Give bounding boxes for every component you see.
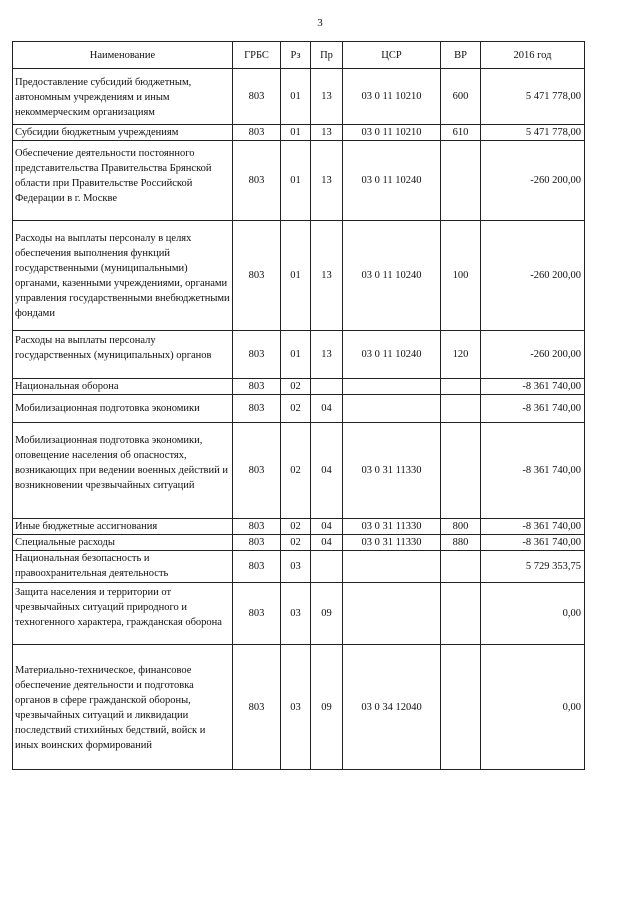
row-rz: 02 bbox=[281, 379, 311, 395]
row-amount: 5 471 778,00 bbox=[481, 69, 585, 125]
row-name: Материально-техническое, финансовое обеспечение деятельности и подготовка органов в сфере гражданской обороны, чрезвычайных ситуаций и ликвидации последствий стихийных бедствий, войск и иных воинских формирований bbox=[13, 645, 233, 770]
row-name: Мобилизационная подготовка экономики, оповещение населения об опасностях, возникающих при ведении военных действий и возникновении чрезвычайных ситуаций bbox=[13, 423, 233, 519]
row-rz: 03 bbox=[281, 645, 311, 770]
table-row bbox=[13, 423, 585, 519]
row-grbs: 803 bbox=[233, 645, 281, 770]
row-pr: 13 bbox=[311, 69, 343, 125]
row-pr: 09 bbox=[311, 583, 343, 645]
row-pr: 04 bbox=[311, 423, 343, 519]
row-grbs: 803 bbox=[233, 535, 281, 551]
header-rz: Рз bbox=[281, 42, 311, 69]
header-csr: ЦСР bbox=[343, 42, 441, 69]
row-amount: -8 361 740,00 bbox=[481, 535, 585, 551]
row-name: Расходы на выплаты персоналу в целях обеспечения выполнения функций государственными (муниципальными) органами, казенными учреждениями, органами управления государственными внебюджетными фондами bbox=[13, 221, 233, 331]
row-vr bbox=[441, 423, 481, 519]
table-row bbox=[13, 583, 585, 645]
row-csr: 03 0 11 10240 bbox=[343, 331, 441, 379]
row-vr bbox=[441, 395, 481, 423]
row-pr bbox=[311, 551, 343, 583]
row-pr: 04 bbox=[311, 519, 343, 535]
row-grbs: 803 bbox=[233, 583, 281, 645]
header-name: Наименование bbox=[13, 42, 233, 69]
page-number: 3 bbox=[317, 17, 323, 29]
row-pr bbox=[311, 379, 343, 395]
row-csr: 03 0 31 11330 bbox=[343, 535, 441, 551]
row-amount: 0,00 bbox=[481, 645, 585, 770]
row-vr: 880 bbox=[441, 535, 481, 551]
row-pr: 13 bbox=[311, 331, 343, 379]
table-row bbox=[13, 551, 585, 583]
row-pr: 04 bbox=[311, 535, 343, 551]
row-rz: 02 bbox=[281, 423, 311, 519]
header-vr: ВР bbox=[441, 42, 481, 69]
row-vr: 100 bbox=[441, 221, 481, 331]
row-amount: -8 361 740,00 bbox=[481, 519, 585, 535]
row-csr bbox=[343, 583, 441, 645]
row-csr: 03 0 11 10210 bbox=[343, 125, 441, 141]
row-name: Национальная оборона bbox=[13, 379, 233, 395]
row-grbs: 803 bbox=[233, 331, 281, 379]
row-pr: 09 bbox=[311, 645, 343, 770]
row-amount: -260 200,00 bbox=[481, 221, 585, 331]
header-2016: 2016 год bbox=[481, 42, 585, 69]
row-amount: -8 361 740,00 bbox=[481, 379, 585, 395]
header-grbs: ГРБС bbox=[233, 42, 281, 69]
budget-table bbox=[12, 41, 585, 770]
row-pr: 13 bbox=[311, 221, 343, 331]
table-row bbox=[13, 69, 585, 125]
row-amount: 5 729 353,75 bbox=[481, 551, 585, 583]
row-csr bbox=[343, 379, 441, 395]
row-grbs: 803 bbox=[233, 141, 281, 221]
row-name: Субсидии бюджетным учреждениям bbox=[13, 125, 233, 141]
row-vr bbox=[441, 141, 481, 221]
row-vr bbox=[441, 583, 481, 645]
row-name: Национальная безопасность и правоохранительная деятельность bbox=[13, 551, 233, 583]
row-amount: -8 361 740,00 bbox=[481, 395, 585, 423]
row-grbs: 803 bbox=[233, 125, 281, 141]
row-csr bbox=[343, 395, 441, 423]
row-rz: 02 bbox=[281, 395, 311, 423]
row-csr: 03 0 31 11330 bbox=[343, 423, 441, 519]
row-pr: 13 bbox=[311, 125, 343, 141]
row-rz: 02 bbox=[281, 535, 311, 551]
row-rz: 03 bbox=[281, 551, 311, 583]
row-pr: 04 bbox=[311, 395, 343, 423]
row-rz: 01 bbox=[281, 331, 311, 379]
row-csr: 03 0 11 10240 bbox=[343, 221, 441, 331]
row-rz: 02 bbox=[281, 519, 311, 535]
row-amount: 5 471 778,00 bbox=[481, 125, 585, 141]
row-vr: 120 bbox=[441, 331, 481, 379]
row-grbs: 803 bbox=[233, 423, 281, 519]
row-grbs: 803 bbox=[233, 551, 281, 583]
table-row bbox=[13, 379, 585, 395]
table-row bbox=[13, 535, 585, 551]
row-vr bbox=[441, 551, 481, 583]
row-vr bbox=[441, 379, 481, 395]
row-name: Расходы на выплаты персоналу государственных (муниципальных) органов bbox=[13, 331, 233, 379]
table-row bbox=[13, 645, 585, 770]
row-name: Мобилизационная подготовка экономики bbox=[13, 395, 233, 423]
row-grbs: 803 bbox=[233, 69, 281, 125]
row-vr bbox=[441, 645, 481, 770]
row-csr: 03 0 11 10210 bbox=[343, 69, 441, 125]
row-amount: -260 200,00 bbox=[481, 141, 585, 221]
row-name: Обеспечение деятельности постоянного представительства Правительства Брянской области при Правительстве Российской Федерации в г. Москве bbox=[13, 141, 233, 221]
row-rz: 01 bbox=[281, 125, 311, 141]
header-pr: Пр bbox=[311, 42, 343, 69]
row-grbs: 803 bbox=[233, 519, 281, 535]
row-csr: 03 0 11 10240 bbox=[343, 141, 441, 221]
row-csr: 03 0 31 11330 bbox=[343, 519, 441, 535]
table-header-row bbox=[13, 42, 585, 69]
row-csr bbox=[343, 551, 441, 583]
table-row bbox=[13, 395, 585, 423]
table-row bbox=[13, 125, 585, 141]
table-row bbox=[13, 141, 585, 221]
row-rz: 01 bbox=[281, 69, 311, 125]
row-rz: 03 bbox=[281, 583, 311, 645]
row-name: Защита населения и территории от чрезвычайных ситуаций природного и техногенного характера, гражданская оборона bbox=[13, 583, 233, 645]
row-grbs: 803 bbox=[233, 395, 281, 423]
table-row bbox=[13, 221, 585, 331]
table-row bbox=[13, 519, 585, 535]
row-rz: 01 bbox=[281, 221, 311, 331]
row-name: Предоставление субсидий бюджетным, автономным учреждениям и иным некоммерческим организациям bbox=[13, 69, 233, 125]
row-name: Иные бюджетные ассигнования bbox=[13, 519, 233, 535]
table-row bbox=[13, 331, 585, 379]
row-vr: 800 bbox=[441, 519, 481, 535]
row-grbs: 803 bbox=[233, 379, 281, 395]
row-rz: 01 bbox=[281, 141, 311, 221]
row-vr: 610 bbox=[441, 125, 481, 141]
row-amount: 0,00 bbox=[481, 583, 585, 645]
row-vr: 600 bbox=[441, 69, 481, 125]
row-grbs: 803 bbox=[233, 221, 281, 331]
row-amount: -260 200,00 bbox=[481, 331, 585, 379]
row-name: Специальные расходы bbox=[13, 535, 233, 551]
row-pr: 13 bbox=[311, 141, 343, 221]
row-amount: -8 361 740,00 bbox=[481, 423, 585, 519]
row-csr: 03 0 34 12040 bbox=[343, 645, 441, 770]
